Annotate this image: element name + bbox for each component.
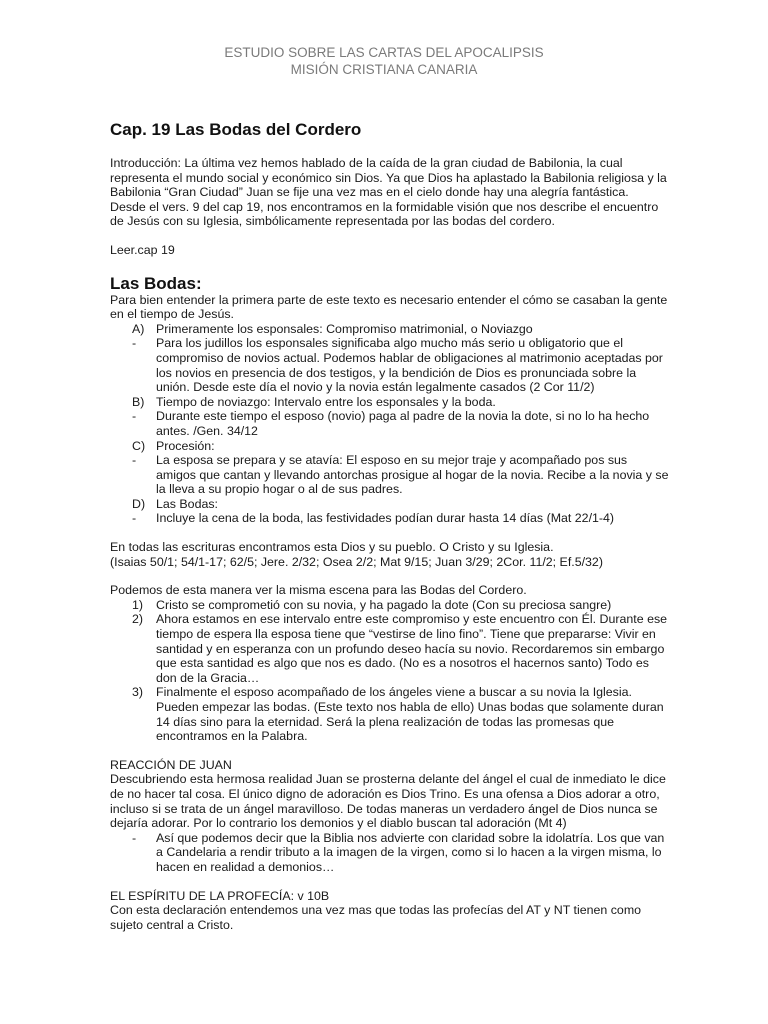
numbered-item bbox=[110, 612, 670, 685]
list-item-text: Así que podemos decir que la Biblia nos advierte con claridad sobre la idolatría. Los que van a Candelaria a rendir tributo a la imagen de la virgen, como si lo hacen a la virgen misma, lo hacen en realidad a demonios… bbox=[156, 830, 665, 874]
list-marker: - bbox=[132, 511, 137, 526]
list-marker: - bbox=[132, 336, 137, 351]
list-marker: 2) bbox=[132, 612, 144, 627]
list-marker: 1) bbox=[132, 597, 144, 612]
list-marker: B) bbox=[132, 394, 145, 409]
list-marker: D) bbox=[132, 496, 146, 511]
list-marker: - bbox=[132, 409, 137, 424]
list-item-text: Durante este tiempo el esposo (novio) paga al padre de la novia la dote, si no lo ha hecho antes. /Gen. 34/12 bbox=[156, 409, 650, 438]
list-item-text: Primeramente los esponsales: Compromiso matrimonial, o Noviazgo bbox=[156, 321, 533, 336]
leer-reference: Leer.cap 19 bbox=[110, 242, 175, 257]
list-item-text: Las Bodas: bbox=[156, 496, 218, 511]
list-item-text: Ahora estamos en ese intervalo entre este compromiso y este encuentro con Él. Durante ese tiempo de espera lla esposa tiene que “vestirse de lino fino”. Tiene que prepararse: Vivir en santidad y en esperanza con un profundo deseo hacía su novio. Recordaremos sin embargo que esta santidad es algo que nos es dado. (No es a nosotros el hacernos santo) Todo es don de la Gracia… bbox=[156, 612, 668, 685]
header-line-1: ESTUDIO SOBRE LAS CARTAS DEL APOCALIPSIS bbox=[224, 45, 544, 60]
list-item bbox=[110, 322, 670, 337]
document-header bbox=[0, 44, 768, 78]
escrituras-line-1: En todas las escrituras encontramos esta Dios y su pueblo. O Cristo y su Iglesia. bbox=[110, 540, 554, 555]
list-marker: - bbox=[132, 453, 137, 468]
section-heading-espiritu: EL ESPÍRITU DE LA PROFECÍA: v 10B bbox=[110, 888, 330, 903]
list-marker: 3) bbox=[132, 685, 144, 700]
list-item-text: Cristo se comprometió con su novia, y ha pagado la dote (Con su preciosa sangre) bbox=[156, 597, 612, 612]
list-marker: - bbox=[132, 830, 137, 845]
list-item bbox=[110, 395, 670, 410]
numbered-item bbox=[110, 685, 670, 743]
list-marker: C) bbox=[132, 438, 146, 453]
section-heading-reaccion: REACCIÓN DE JUAN bbox=[110, 757, 232, 772]
list-marker: A) bbox=[132, 321, 145, 336]
list-item bbox=[110, 336, 670, 394]
document-body bbox=[110, 156, 670, 932]
list-item-text: Procesión: bbox=[156, 438, 215, 453]
list-item bbox=[110, 409, 670, 438]
intro-paragraph-2: Desde el vers. 9 del cap 19, nos encontramos en la formidable visión que nos describe el encuentro de Jesús con su Iglesia, simbólicamente representada por las bodas del cordero. bbox=[110, 199, 659, 229]
list-item-text: Tiempo de noviazgo: Intervalo entre los esponsales y la boda. bbox=[156, 394, 496, 409]
section-bodas-lead: Para bien entender la primera parte de este texto es necesario entender el cómo se casaban la gente en el tiempo de Jesús. bbox=[110, 292, 668, 322]
list-item bbox=[110, 831, 670, 875]
list-item bbox=[110, 439, 670, 454]
numbered-item bbox=[110, 598, 670, 613]
escrituras-line-2: (Isaias 50/1; 54/1-17; 62/5; Jere. 2/32; Osea 2/2; Mat 9/15; Juan 3/29; 2Cor. 11/2; Ef.5/32) bbox=[110, 554, 603, 569]
list-item-text: Incluye la cena de la boda, las festividades podían durar hasta 14 días (Mat 22/1-4) bbox=[156, 511, 615, 526]
section-heading-bodas: Las Bodas: bbox=[110, 273, 202, 293]
list-item bbox=[110, 511, 670, 526]
section-cordero-lead: Podemos de esta manera ver la misma escena para las Bodas del Cordero. bbox=[110, 583, 527, 598]
list-item bbox=[110, 497, 670, 512]
header-line-2: MISIÓN CRISTIANA CANARIA bbox=[290, 62, 478, 77]
list-item-text: Para los judillos los esponsales significaba algo mucho más serio u obligatorio que el compromiso de novios actual. Podemos hablar de obligaciones al matrimonio aceptadas por los novios en presencia de dos testigos, y la bendición de Dios es pronunciada sobre la unión. Desde este día el novio y la novia están legalmente casados (2 Cor 11/2) bbox=[156, 336, 663, 395]
section-reaccion-text: Descubriendo esta hermosa realidad Juan se prosterna delante del ángel el cual de inmediato le dice de no hacer tal cosa. El único digno de adoración es Dios Trino. Es una ofensa a Dios adorar a otro, incluso si se trata de un ángel maravilloso. De todas maneras un verdadero ángel de Dios nunca se dejaría adorar. Por lo contrario los demonios y el diablo buscan tal adoración (Mt 4) bbox=[110, 772, 666, 831]
list-item-text: Finalmente el esposo acompañado de los ángeles viene a buscar a su novia la Iglesia. Pueden empezar las bodas. (Este texto nos habla de ello) Unas bodas que solamente duran 14 días sino para la eternidad. Será la plena realización de todas las promesas que encontramos en la Palabra. bbox=[156, 685, 664, 744]
list-item-text: La esposa se prepara y se atavía: El esposo en su mejor traje y acompañado pos sus amigos que cantan y llevando antorchas prosigue al hogar de la novia. Recibe a la novia y se la lleva a su propio hogar o al de sus padres. bbox=[156, 453, 669, 497]
chapter-title: Cap. 19 Las Bodas del Cordero bbox=[110, 120, 362, 139]
section-espiritu-text: Con esta declaración entendemos una vez mas que todas las profecías del AT y NT tienen como sujeto central a Cristo. bbox=[110, 903, 642, 932]
list-item bbox=[110, 453, 670, 497]
intro-paragraph-1: Introducción: La última vez hemos hablado de la caída de la gran ciudad de Babilonia, la cual representa el mundo social y económico sin Dios. Ya que Dios ha aplastado la Babilonia religiosa y la Babilonia “Gran Ciudad” Juan se fije una vez mas en el cielo donde hay una alegría fantástica. bbox=[110, 156, 667, 200]
